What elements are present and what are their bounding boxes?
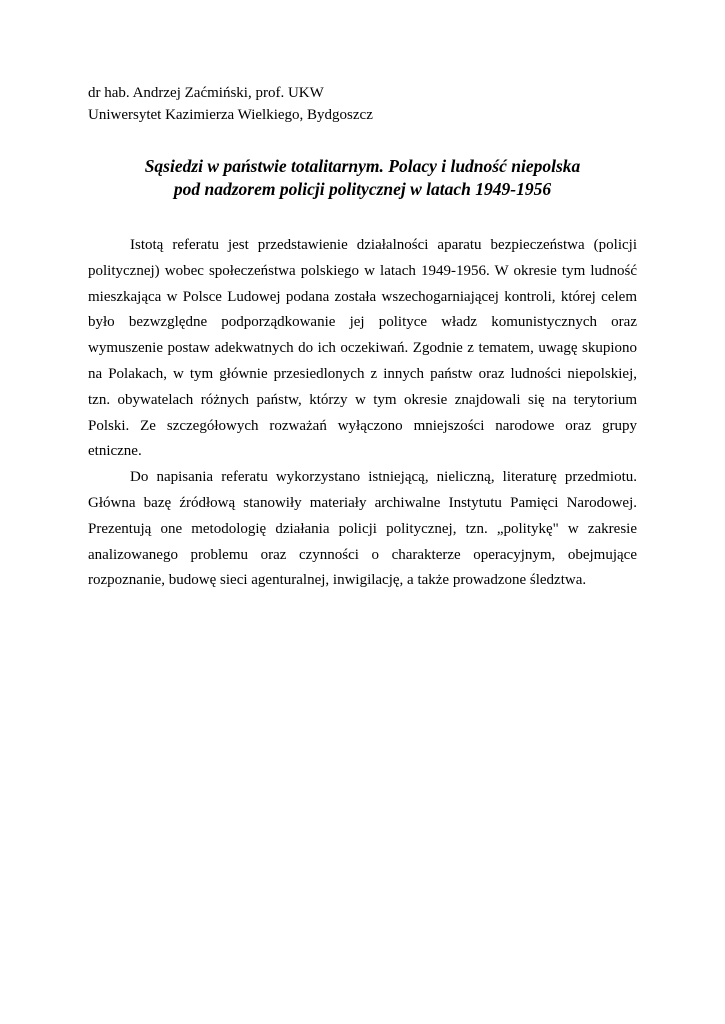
author-name: dr hab. Andrzej Zaćmiński, prof. UKW bbox=[88, 85, 324, 101]
title-line-2: pod nadzorem policji politycznej w latach 1949-1956 bbox=[173, 179, 552, 199]
author-block bbox=[88, 82, 373, 126]
title-line-1: Sąsiedzi w państwie totalitarnym. Polacy i ludność niepolska bbox=[144, 156, 581, 176]
paragraph-1: Istotą referatu jest przedstawienie działalności aparatu bezpieczeństwa (policji politycznej) wobec społeczeństwa polskiego w latach 1949-1956. W okresie tym ludność mieszkająca w Polsce Ludowej podana została wszechogarniającej kontroli, której celem było bezwzględne podporządkowanie jej polityce władz komunistycznych oraz wymuszenie postaw adekwatnych do ich oczekiwań. Zgodnie z tematem, uwagę skupiono na Polakach, w tym głównie przesiedlonych z innych państw oraz ludności niepolskiej, tzn. obywatelach różnych państw, którzy w tym okresie znajdowali się na terytorium Polski. Ze szczegółowych rozważań wyłączono mniejszości narodowe oraz grupy etniczne. bbox=[88, 237, 637, 460]
document-title bbox=[88, 155, 637, 201]
body-text bbox=[88, 233, 637, 594]
author-affiliation: Uniwersytet Kazimierza Wielkiego, Bydgoszcz bbox=[88, 107, 373, 123]
paragraph-2: Do napisania referatu wykorzystano istniejącą, nieliczną, literaturę przedmiotu. Główna bazę źródłową stanowiły materiały archiwalne Instytutu Pamięci Narodowej. Prezentują one metodologię działania policji politycznej, tzn. „politykę" w zakresie analizowanego problemu oraz czynności o charakterze operacyjnym, obejmujące rozpoznanie, budowę sieci agenturalnej, inwigilację, a także prowadzone śledztwa. bbox=[88, 469, 637, 589]
